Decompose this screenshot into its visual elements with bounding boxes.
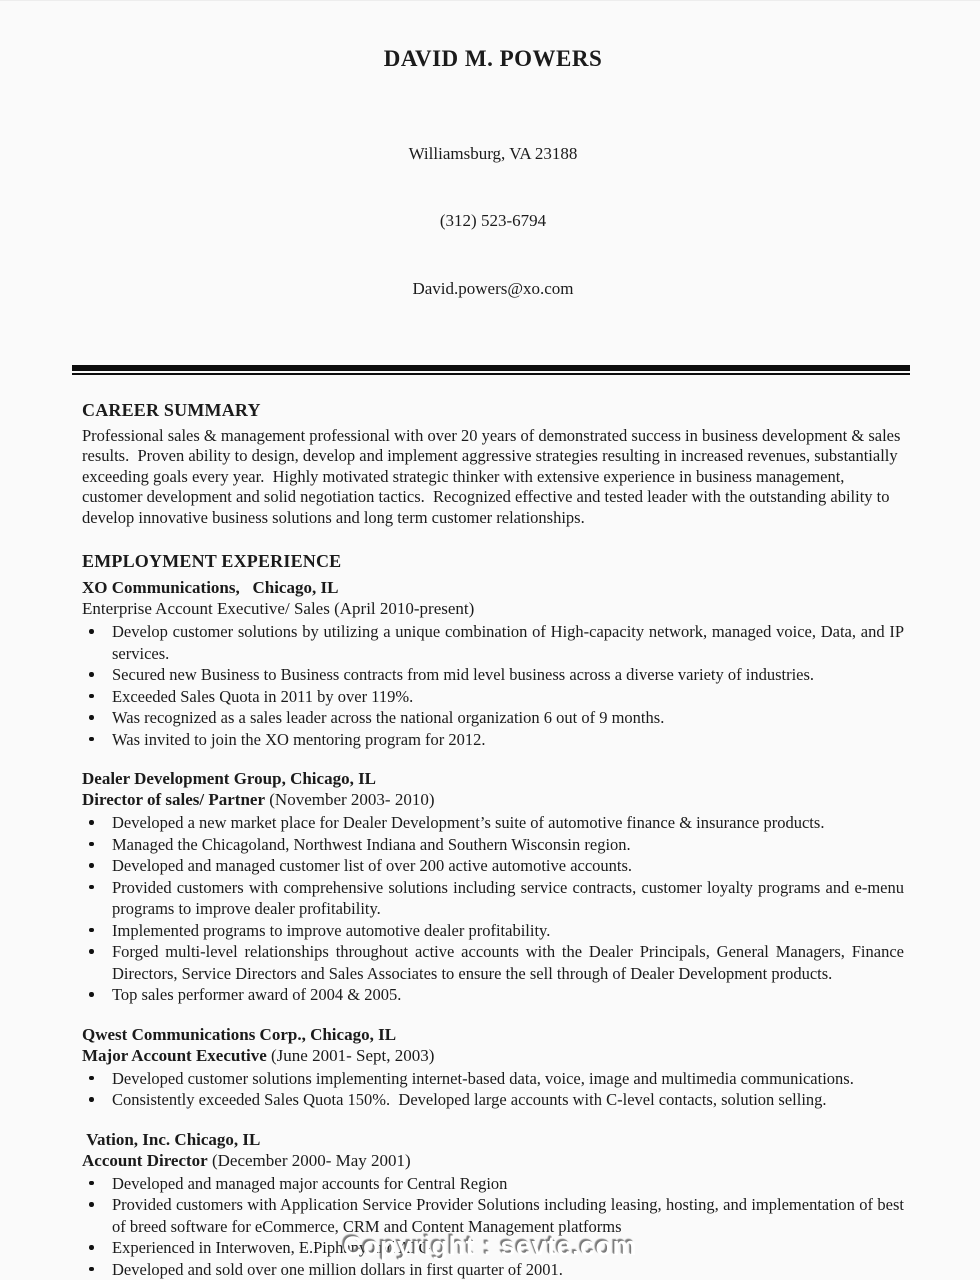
- bullet-dot: [89, 928, 94, 933]
- career-summary-text: Professional sales & management professional with over 20 years of demonstrated success in business development & sales results. Proven ability to design, develop and implement aggressive strategies resulting in increased revenues, substantially exceeding goals every year. Highly motivated strategic thinker with extensive experience in business management, customer development and solid negotiation tactics. Recognized effective and tested leader with the outstanding ability to develop innovative business solutions and long term customer relationships.: [82, 425, 905, 527]
- bullet-dot: [89, 672, 94, 677]
- bullet-text: Consistently exceeded Sales Quota 150%. Developed large accounts with C-level contacts, solution selling.: [112, 1090, 827, 1110]
- job-role-line: [82, 789, 904, 810]
- job-bullet: [82, 664, 904, 686]
- bullet-dot: [89, 1181, 94, 1186]
- bullet-text: Exceeded Sales Quota in 2011 by over 119%.: [112, 686, 414, 706]
- job-bullet: [82, 1173, 904, 1195]
- bullet-text: Provided customers with Application Service Provider Solutions including leasing, hosting, and implementation of best of breed software for eCommerce, CRM and Content Management platforms: [112, 1195, 909, 1236]
- resume-header: [82, 45, 904, 375]
- bullet-text: Implemented programs to improve automotive dealer profitability.: [112, 920, 551, 940]
- job-entry: [82, 768, 909, 1006]
- job-company: XO Communications, Chicago, IL: [82, 578, 339, 598]
- job-role: Major Account Executive: [82, 1045, 267, 1065]
- bullet-text: Was recognized as a sales leader across the national organization 6 out of 9 months.: [112, 708, 665, 728]
- job-role-line: [82, 1045, 904, 1066]
- bullet-dot: [89, 694, 94, 699]
- employment-heading: EMPLOYMENT EXPERIENCE: [82, 551, 342, 572]
- job-bullet: [82, 707, 904, 729]
- job-bullets: [82, 1173, 909, 1280]
- job-bullet: [82, 812, 904, 834]
- job-bullets: [82, 1068, 904, 1111]
- bullet-dot: [89, 1267, 94, 1272]
- contact-block: [82, 98, 904, 346]
- job-role-line: [82, 1150, 904, 1171]
- job-bullet: [82, 1068, 904, 1090]
- job-company: Dealer Development Group, Chicago, IL: [82, 769, 377, 789]
- bullet-dot: [89, 820, 94, 825]
- bullet-text: Developed customer solutions implementing internet-based data, voice, image and multimedia communications.: [112, 1068, 854, 1088]
- job-dates: (April 2010-present): [329, 599, 475, 619]
- job-entry: [82, 1024, 904, 1111]
- job-bullet: [82, 984, 904, 1006]
- divider-thick-line: [72, 365, 910, 371]
- divider-thin-line: [72, 373, 910, 375]
- job-entry: [82, 577, 909, 750]
- job-role: Enterprise Account Executive/ Sales: [82, 599, 330, 619]
- bullet-text: Developed and managed major accounts for Central Region: [112, 1173, 508, 1193]
- job-bullet: [82, 941, 909, 984]
- job-role: Account Director: [82, 1150, 208, 1170]
- contact-email: David.powers@xo.com: [412, 278, 574, 298]
- bullet-dot: [89, 737, 94, 742]
- job-bullet: [82, 834, 904, 856]
- job-bullet: [82, 621, 909, 664]
- job-bullet: [82, 855, 904, 877]
- bullet-dot: [89, 842, 94, 847]
- bullet-dot: [89, 1076, 94, 1081]
- job-bullets: [82, 621, 909, 750]
- career-summary-section: [82, 399, 904, 529]
- job-role-line: [82, 598, 904, 619]
- bullet-dot: [89, 863, 94, 868]
- bullet-dot: [89, 885, 94, 890]
- job-role: Director of sales/ Partner: [82, 790, 265, 810]
- job-list: [82, 577, 909, 1280]
- job-bullet: [82, 729, 904, 751]
- bullet-dot: [89, 992, 94, 997]
- job-dates: (November 2003- 2010): [265, 790, 435, 810]
- bullet-dot: [89, 1202, 94, 1207]
- bullet-text: Managed the Chicagoland, Northwest Indiana and Southern Wisconsin region.: [112, 834, 631, 854]
- bullet-text: Developed and sold over one million dollars in first quarter of 2001.: [112, 1259, 563, 1279]
- job-bullets: [82, 812, 909, 1006]
- watermark: Copyright : sevte.com: [342, 1231, 638, 1261]
- job-company: Vation, Inc. Chicago, IL: [82, 1129, 261, 1149]
- job-bullet: [82, 877, 909, 920]
- bullet-dot: [89, 715, 94, 720]
- bullet-dot: [89, 949, 94, 954]
- job-dates: (June 2001- Sept, 2003): [266, 1045, 435, 1065]
- header-divider: [72, 365, 910, 375]
- bullet-text: Top sales performer award of 2004 & 2005.: [112, 985, 402, 1005]
- contact-phone: (312) 523-6794: [439, 211, 547, 231]
- job-company: Qwest Communications Corp., Chicago, IL: [82, 1024, 397, 1044]
- bullet-text: Develop customer solutions by utilizing a unique combination of High-capacity network, managed voice, Data, and IP services.: [112, 622, 909, 663]
- bullet-text: Developed a new market place for Dealer Development’s suite of automotive finance & insurance products.: [112, 813, 825, 833]
- candidate-name: DAVID M. POWERS: [383, 46, 603, 71]
- bullet-text: Provided customers with comprehensive solutions including service contracts, customer loyalty programs and e-menu programs to improve dealer profitability.: [112, 877, 909, 919]
- bullet-text: Forged multi-level relationships throughout active accounts with the Dealer Principals, General Managers, Finance Directors, Service Directors and Sales Associates to ensure the sell through of Dealer Development products.: [112, 942, 909, 983]
- job-bullet: [82, 920, 904, 942]
- employment-section: [82, 550, 909, 1280]
- bullet-text: Developed and managed customer list of over 200 active automotive accounts.: [112, 856, 633, 876]
- bullet-text: Secured new Business to Business contracts from mid level business across a diverse variety of industries.: [112, 665, 815, 685]
- bullet-text: Was invited to join the XO mentoring program for 2012.: [112, 729, 486, 749]
- job-bullet: [82, 686, 904, 708]
- bullet-text: Experienced in Interwoven, E.Piphany and ATG: [112, 1238, 431, 1258]
- contact-location: Williamsburg, VA 23188: [408, 143, 578, 163]
- job-bullet: [82, 1089, 904, 1111]
- bullet-dot: [89, 1097, 94, 1102]
- job-dates: (December 2000- May 2001): [207, 1150, 411, 1170]
- bullet-dot: [89, 629, 94, 634]
- career-summary-heading: CAREER SUMMARY: [82, 399, 261, 420]
